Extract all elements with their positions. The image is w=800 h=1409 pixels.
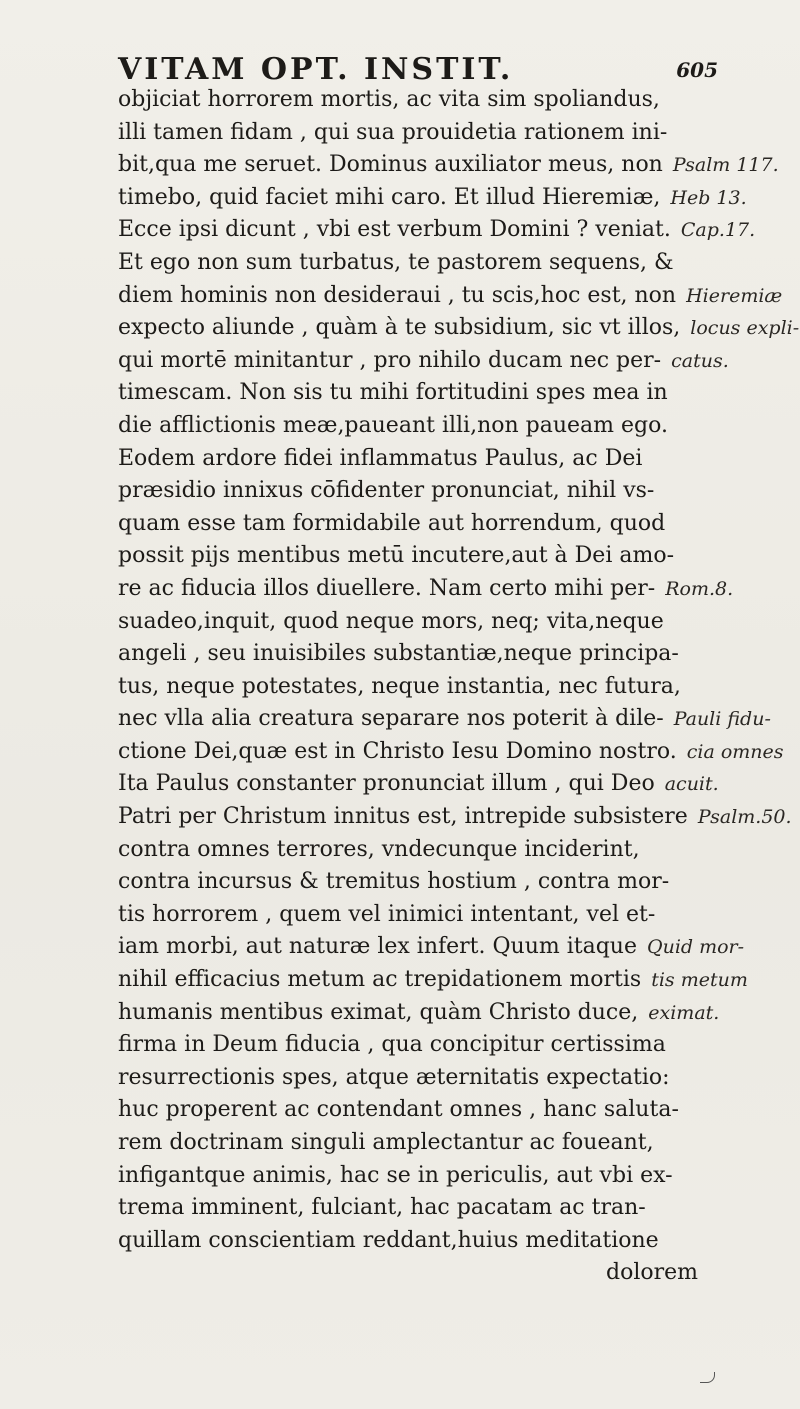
text-line bbox=[118, 736, 784, 769]
margin-note: Pauli fidu- bbox=[673, 708, 771, 731]
line-text: quillam conscientiam reddant,huius meditatione bbox=[118, 1227, 659, 1253]
margin-note bbox=[688, 443, 698, 476]
text-line bbox=[118, 182, 747, 215]
margin-note bbox=[688, 1225, 698, 1258]
text-line bbox=[118, 899, 698, 932]
line-text: resurrectionis spes, atque æternitatis expectatio: bbox=[118, 1064, 670, 1090]
margin-note: Psalm.50. bbox=[697, 806, 792, 829]
margin-note: Quid mor- bbox=[647, 936, 745, 959]
line-text: suadeo,inquit, quod neque mors, neq; vita,neque bbox=[118, 608, 664, 634]
margin-note bbox=[688, 1127, 698, 1160]
margin-note bbox=[688, 866, 698, 899]
margin-note: eximat. bbox=[648, 1001, 720, 1024]
page-number: 605 bbox=[676, 58, 718, 82]
margin-note: Rom.8. bbox=[665, 577, 734, 600]
line-text: nihil efficacius metum ac trepidationem mortis bbox=[118, 967, 642, 993]
line-text: qui mortē minitantur , pro nihilo ducam nec per- bbox=[118, 347, 662, 373]
margin-note bbox=[688, 671, 698, 704]
margin-note: Psalm 117. bbox=[672, 154, 779, 177]
line-text: timebo, quid faciet mihi caro. Et illud Hieremiæ, bbox=[118, 184, 661, 210]
text-line bbox=[118, 214, 756, 247]
body-text bbox=[118, 84, 800, 1290]
line-text: expecto aliunde , quàm à te subsidium, sic vt illos, bbox=[118, 315, 681, 341]
line-text: ctione Dei,quæ est in Christo Iesu Domino nostro. bbox=[118, 738, 677, 764]
text-line bbox=[118, 247, 698, 280]
line-text: quam esse tam formidabile aut horrendum, quod bbox=[118, 510, 666, 536]
catchword-line bbox=[118, 1257, 698, 1290]
text-line bbox=[118, 834, 698, 867]
line-text: rem doctrinam singuli amplectantur ac foueant, bbox=[118, 1130, 654, 1155]
line-text: tis horrorem , quem vel inimici intentant, vel et- bbox=[118, 901, 656, 927]
text-line bbox=[118, 997, 720, 1030]
text-line bbox=[118, 606, 698, 639]
line-text: timescam. Non sis tu mihi fortitudini spes mea in bbox=[118, 380, 668, 406]
line-text: nec vlla alia creatura separare nos poterit à dile- bbox=[118, 706, 664, 732]
text-line bbox=[118, 671, 698, 704]
margin-note bbox=[688, 475, 698, 508]
margin-note bbox=[688, 834, 698, 867]
margin-note bbox=[688, 508, 698, 541]
text-line bbox=[118, 443, 698, 476]
text-line bbox=[118, 1225, 698, 1258]
margin-note: acuit. bbox=[664, 773, 719, 796]
margin-note bbox=[688, 1094, 698, 1127]
text-line bbox=[118, 573, 734, 606]
footer-mark bbox=[700, 1372, 715, 1383]
line-text: huc properent ac contendant omnes , hanc saluta- bbox=[118, 1097, 679, 1123]
text-line bbox=[118, 312, 800, 345]
line-text: infigantque animis, hac se in periculis, aut vbi ex- bbox=[118, 1162, 673, 1188]
text-line bbox=[118, 345, 729, 378]
margin-note: tis metum bbox=[651, 969, 748, 992]
text-line bbox=[118, 280, 783, 313]
text-line bbox=[118, 768, 719, 801]
text-line bbox=[118, 149, 779, 182]
margin-note bbox=[688, 410, 698, 443]
text-line bbox=[118, 964, 748, 997]
text-line bbox=[118, 703, 771, 736]
margin-note: cia omnes bbox=[686, 740, 784, 763]
margin-note bbox=[688, 247, 698, 280]
text-line bbox=[118, 475, 698, 508]
line-text: contra incursus & tremitus hostium , contra mor- bbox=[118, 869, 670, 895]
margin-note bbox=[688, 1062, 698, 1095]
text-line bbox=[118, 931, 745, 964]
margin-note: catus. bbox=[671, 349, 729, 372]
margin-note: Heb 13. bbox=[670, 186, 747, 209]
line-text: Et ego non sum turbatus, te pastorem sequens, & bbox=[118, 249, 674, 275]
line-text: diem hominis non desideraui , tu scis,hoc est, non bbox=[118, 282, 677, 308]
line-text: Eodem ardore fidei inflammatus Paulus, ac Dei bbox=[118, 445, 643, 471]
line-text: Ecce ipsi dicunt , vbi est verbum Domini ? veniat. bbox=[118, 217, 671, 243]
line-text: possit pijs mentibus metū incutere,aut à Dei amo- bbox=[118, 543, 675, 569]
text-line bbox=[118, 377, 698, 410]
text-line bbox=[118, 1029, 698, 1062]
line-text: Patri per Christum innitus est, intrepide subsistere bbox=[118, 804, 688, 830]
line-text: præsidio innixus cōfidenter pronunciat, nihil vs- bbox=[118, 478, 655, 504]
text-line bbox=[118, 117, 698, 150]
margin-note: locus expli- bbox=[690, 317, 800, 340]
margin-note bbox=[688, 1192, 698, 1225]
line-text: tus, neque potestates, neque instantia, nec futura, bbox=[118, 673, 681, 699]
text-line bbox=[118, 508, 698, 541]
margin-note bbox=[688, 1160, 698, 1193]
line-text: iam morbi, aut naturæ lex infert. Quum itaque bbox=[118, 934, 637, 960]
text-line bbox=[118, 801, 792, 834]
line-text: firma in Deum fiducia , qua concipitur certissima bbox=[118, 1032, 666, 1058]
line-text: bit,qua me seruet. Dominus auxiliator meus, non bbox=[118, 152, 663, 178]
margin-note bbox=[688, 1029, 698, 1062]
text-line bbox=[118, 84, 698, 117]
line-text: trema imminent, fulciant, hac pacatam ac tran- bbox=[118, 1195, 646, 1221]
margin-note: Cap.17. bbox=[680, 219, 756, 242]
line-text: angeli , seu inuisibiles substantiæ,neque principa- bbox=[118, 641, 679, 667]
catchword: dolorem bbox=[605, 1260, 698, 1286]
running-head: VITAM OPT. INSTIT. bbox=[118, 52, 514, 87]
margin-note bbox=[688, 638, 698, 671]
margin-note bbox=[688, 117, 698, 150]
line-text: die afflictionis meæ,paueant illi,non paueam ego. bbox=[118, 412, 668, 438]
text-line bbox=[118, 1094, 698, 1127]
text-line bbox=[118, 1062, 698, 1095]
text-line bbox=[118, 540, 698, 573]
text-line bbox=[118, 1160, 698, 1193]
margin-note bbox=[688, 899, 698, 932]
line-text: objiciat horrorem mortis, ac vita sim spoliandus, bbox=[118, 87, 660, 112]
line-text: re ac fiducia illos diuellere. Nam certo mihi per- bbox=[118, 575, 656, 601]
line-text: contra omnes terrores, vndecunque inciderint, bbox=[118, 836, 640, 862]
margin-note bbox=[688, 606, 698, 639]
text-line bbox=[118, 1192, 698, 1225]
margin-note bbox=[688, 84, 698, 117]
line-text: humanis mentibus eximat, quàm Christo duce, bbox=[118, 999, 639, 1025]
text-line bbox=[118, 410, 698, 443]
margin-note bbox=[688, 540, 698, 573]
text-line bbox=[118, 866, 698, 899]
line-text: illi tamen fidam , qui sua prouidetia rationem ini- bbox=[118, 119, 668, 145]
margin-note bbox=[688, 377, 698, 410]
text-line bbox=[118, 1127, 698, 1160]
line-text: Ita Paulus constanter pronunciat illum , qui Deo bbox=[118, 771, 655, 797]
margin-note: Hieremiæ bbox=[686, 284, 783, 307]
text-line bbox=[118, 638, 698, 671]
